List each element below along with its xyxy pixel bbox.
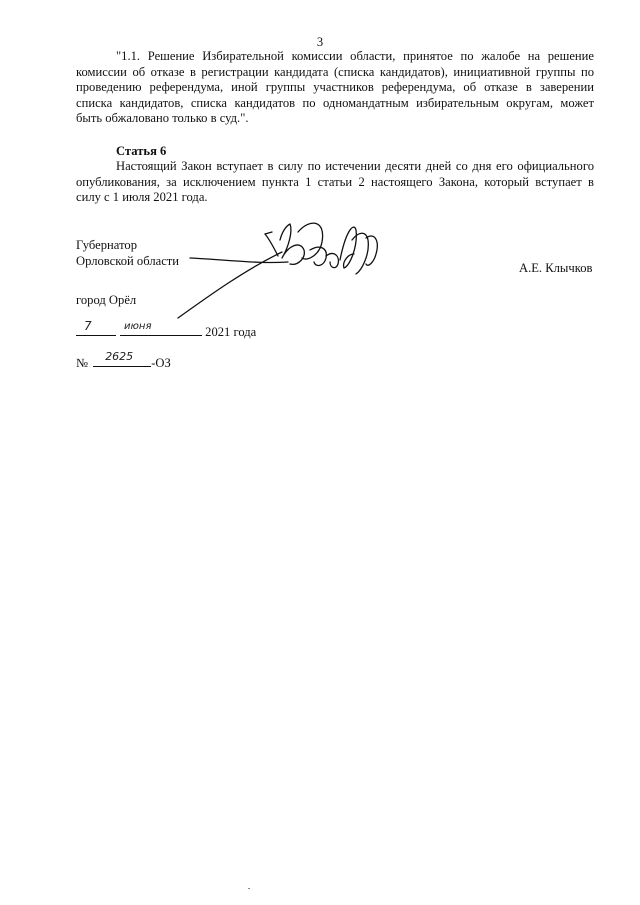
number-value: 2625: [105, 350, 134, 363]
article-heading: Статья 6: [116, 144, 167, 158]
signatory-name: А.Е. Клычков: [519, 261, 593, 275]
number-suffix: -ОЗ: [151, 356, 171, 370]
number-field: [93, 350, 151, 367]
month-field: [120, 322, 202, 336]
number-line: [76, 350, 171, 371]
month-value: июня: [124, 321, 152, 332]
quote-line: проведению референдума, иной группы участников референдума, об отказе в заверении: [76, 80, 594, 95]
signatory-title-line2: Орловской области: [76, 254, 180, 268]
article-line: опубликования, за исключением пункта 1 статьи 2 настоящего Закона, который вступает в: [76, 174, 594, 189]
day-value: 7: [84, 319, 92, 333]
article-line: Настоящий Закон вступает в силу по истечении десяти дней со дня его официального: [116, 159, 594, 173]
day-field: [76, 319, 116, 336]
quote-line: комиссии об отказе в регистрации кандидата (списка кандидатов), инициативной группы по: [76, 64, 594, 79]
page-number: 3: [316, 35, 324, 49]
date-line: [76, 319, 257, 340]
quote-line: "1.1. Решение Избирательной комиссии области, принятое по жалобе на решение: [116, 49, 594, 63]
signatory-title-line1: Губернатор: [76, 238, 137, 252]
year-text: 2021 года: [205, 325, 257, 339]
quote-line: быть обжаловано только в суд.".: [76, 111, 249, 126]
scan-speck: [248, 888, 250, 889]
handwritten-signature: [170, 210, 400, 330]
quote-line: списка кандидатов, списка кандидатов по одномандатным избирательным округам, может: [76, 95, 594, 110]
article-line: силу с 1 июля 2021 года.: [76, 190, 208, 205]
article-paragraph: [76, 159, 594, 206]
quoted-amendment-paragraph: [76, 49, 594, 127]
place-of-signing: город Орёл: [76, 293, 137, 307]
number-sign: №: [76, 356, 89, 370]
